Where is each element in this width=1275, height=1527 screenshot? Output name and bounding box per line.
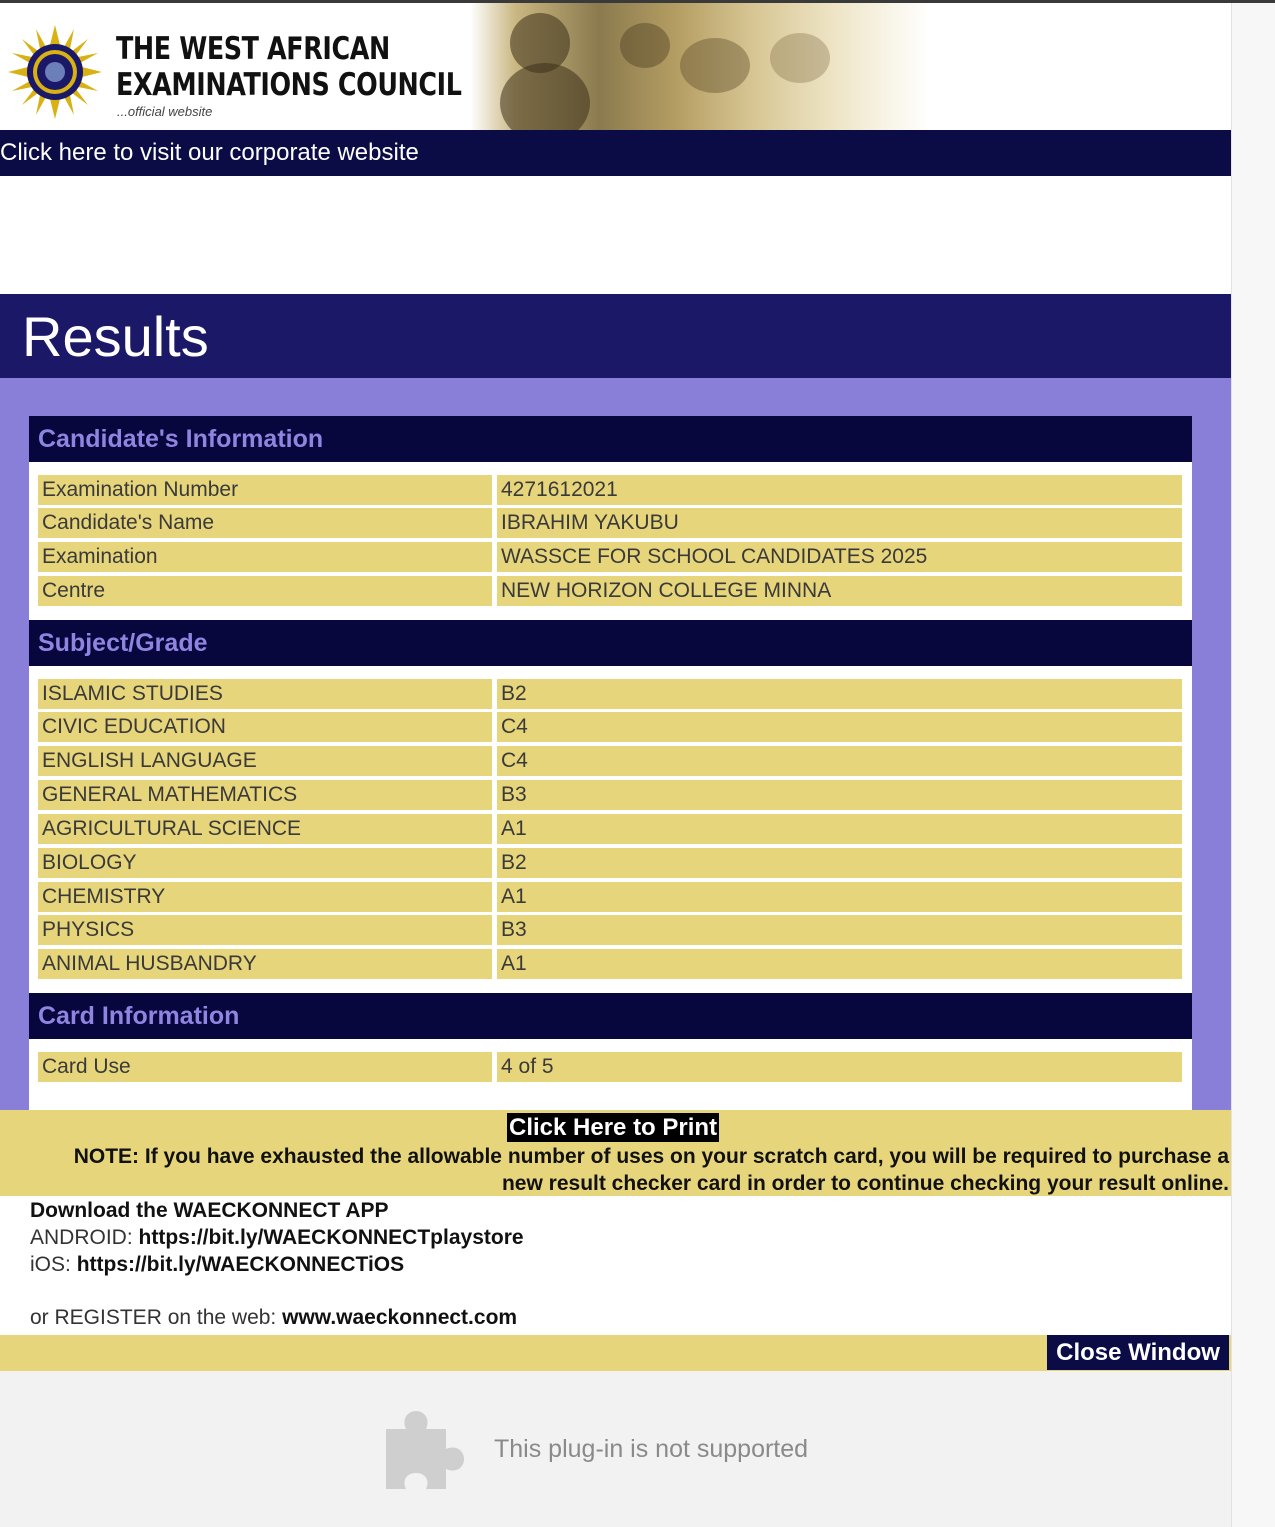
brand-name-line2: EXAMINATIONS COUNCIL: [116, 67, 462, 103]
subject-grade: C4: [501, 749, 528, 772]
results-header: [0, 294, 1231, 378]
results-panel: [0, 378, 1231, 1110]
field-label: Candidate's Name: [42, 511, 215, 534]
subject-name: AGRICULTURAL SCIENCE: [42, 817, 302, 840]
subject-name: GENERAL MATHEMATICS: [42, 783, 298, 806]
ios-url-link[interactable]: https://bit.ly/WAECKONNECTiOS: [76, 1253, 405, 1276]
android-link-line: [30, 1226, 524, 1250]
subject-grade: B3: [501, 783, 527, 806]
banner-photo: [470, 3, 930, 130]
register-url-link[interactable]: www.waeckonnect.com: [282, 1306, 518, 1329]
waec-seal-icon: [8, 25, 102, 119]
card-info-section-header: [29, 993, 1192, 1039]
subject-name: CHEMISTRY: [42, 885, 166, 908]
table-row: [38, 882, 1182, 912]
table-row: [38, 780, 1182, 810]
brand-name-line1: THE WEST AFRICAN: [116, 31, 390, 67]
table-row: [38, 576, 1182, 606]
subject-grade: B2: [501, 851, 527, 874]
table-row: [38, 949, 1182, 979]
table-row: [38, 542, 1182, 572]
candidate-info-title: Candidate's Information: [38, 425, 324, 453]
table-row: [38, 712, 1182, 742]
table-row: [38, 814, 1182, 844]
table-row: [38, 848, 1182, 878]
plugin-placeholder: [0, 1371, 1231, 1527]
subject-grade: C4: [501, 715, 528, 738]
subject-name: ISLAMIC STUDIES: [42, 682, 223, 705]
subject-grade: A1: [501, 952, 527, 975]
table-row: [38, 508, 1182, 538]
field-value: IBRAHIM YAKUBU: [501, 511, 679, 534]
field-value: 4 of 5: [501, 1055, 554, 1078]
subject-name: ENGLISH LANGUAGE: [42, 749, 257, 772]
subject-name: ANIMAL HUSBANDRY: [42, 952, 257, 975]
scrollbar-track[interactable]: [1231, 3, 1275, 1527]
corporate-website-link[interactable]: Click here to visit our corporate website: [0, 139, 419, 166]
app-heading-text: Download the WAECKONNECT APP: [30, 1199, 389, 1222]
print-button[interactable]: Click Here to Print: [509, 1114, 718, 1141]
field-label: Centre: [42, 579, 106, 602]
register-label: or REGISTER on the web:: [30, 1306, 283, 1329]
field-label: Card Use: [42, 1055, 131, 1078]
brand-tagline: ...official website: [117, 104, 213, 119]
android-label: ANDROID:: [30, 1226, 139, 1249]
subject-grade: B2: [501, 682, 527, 705]
subject-name: CIVIC EDUCATION: [42, 715, 226, 738]
plugin-unsupported-message: This plug-in is not supported: [494, 1435, 809, 1463]
subject-grade: B3: [501, 918, 527, 941]
subject-name: BIOLOGY: [42, 851, 137, 874]
ios-label: iOS:: [30, 1253, 77, 1276]
table-row: [38, 679, 1182, 709]
ios-link-line: [30, 1253, 404, 1277]
header-banner: [0, 3, 1231, 130]
page-title: Results: [22, 305, 209, 368]
field-value: NEW HORIZON COLLEGE MINNA: [501, 579, 832, 602]
field-label: Examination Number: [42, 478, 239, 501]
subject-grade-section-header: [29, 620, 1192, 666]
subject-grade: A1: [501, 817, 527, 840]
table-row: [38, 475, 1182, 505]
field-label: Examination: [42, 545, 158, 568]
corporate-link-bar: [0, 130, 1231, 176]
table-row: [38, 915, 1182, 945]
table-row: [38, 1052, 1182, 1082]
scratch-card-note: NOTE: If you have exhausted the allowable number of uses on your scratch card, you will be required to purchase a new result checker card in order to continue checking your result online.: [73, 1145, 1229, 1195]
close-window-bar: [0, 1335, 1231, 1371]
table-row: [38, 746, 1182, 776]
candidate-info-section-header: [29, 416, 1192, 462]
subject-grade: A1: [501, 885, 527, 908]
register-line: [30, 1306, 517, 1330]
subject-grade-title: Subject/Grade: [38, 629, 208, 657]
app-download-heading: [30, 1199, 389, 1223]
results-inner-table: [29, 416, 1192, 1110]
field-value: 4271612021: [501, 478, 618, 501]
field-value: WASSCE FOR SCHOOL CANDIDATES 2025: [501, 545, 928, 568]
close-window-button[interactable]: Close Window: [1047, 1335, 1229, 1370]
android-url-link[interactable]: https://bit.ly/WAECKONNECTplaystore: [138, 1226, 524, 1249]
print-note-area: [0, 1110, 1231, 1196]
puzzle-piece-icon: [380, 1407, 466, 1493]
card-info-title: Card Information: [38, 1002, 240, 1030]
subject-name: PHYSICS: [42, 918, 135, 941]
